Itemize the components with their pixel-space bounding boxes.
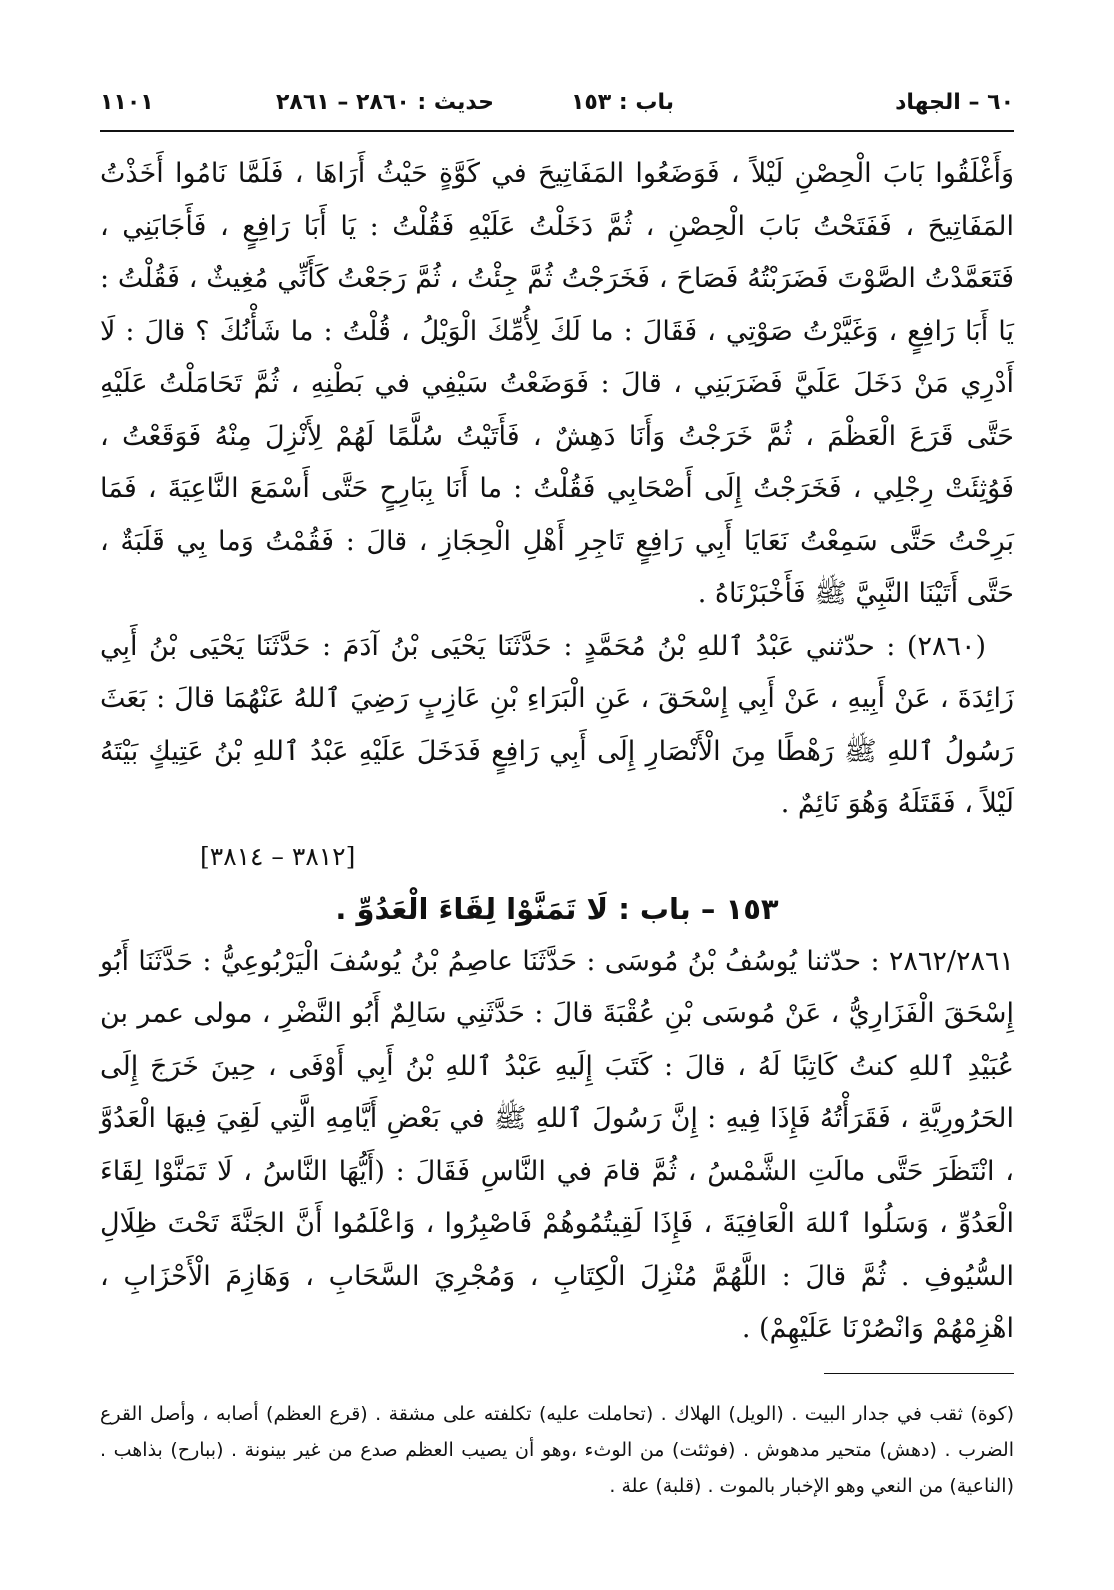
page-number: ١١٠١ xyxy=(100,90,154,115)
header-divider xyxy=(100,130,1014,132)
continuation-paragraph: وَأَغْلَقُوا بَابَ الْحِصْنِ لَيْلاً ، فَوَضَعُوا المَفَاتِيحَ في كَوَّةٍ حَيْثُ أَرَاهَا ، فَلَمَّا نَامُوا أَخَذْتُ المَفَاتِيحَ ، فَفَتَحْتُ بَابَ الْحِصْنِ ، ثُمَّ دَخَلْتُ عَلَيْهِ فَقُلْتُ : يَا أَبَا رَافِعٍ ، فَأَجَابَنِي ، فَتَعَمَّدْتُ الصَّوْتَ فَضَرَبْتُهُ فَصَاحَ ، فَخَرَجْتُ ثُمَّ جِئْتُ ، ثُمَّ رَجَعْتُ كَأَنِّي مُغِيثٌ ، فَقُلْتُ : يَا أَبَا رَافِعٍ ، وَغَيَّرْتُ صَوْتِي ، فَقَالَ : ما لَكَ لِأُمِّكَ الْوَيْلُ ، قُلْتُ : ما شَأْنُكَ ؟ قالَ : لَا أَدْرِي مَنْ دَخَلَ عَلَيَّ فَضَرَبَنِي ، قالَ : فَوَضَعْتُ سَيْفِي في بَطْنِهِ ، ثُمَّ تَحَامَلْتُ عَلَيْهِ حَتَّى قَرَعَ الْعَظْمَ ، ثُمَّ خَرَجْتُ وَأَنَا دَهِشٌ ، فَأَتَيْتُ سُلَّمًا لَهُمْ لِأَنْزِلَ مِنْهُ فَوَقَعْتُ ، فَوُثِئَتْ رِجْلِي ، فَخَرَجْتُ إِلَى أَصْحَابِي فَقُلْتُ : ما أَنَا بِبَارِحٍ حَتَّى أَسْمَعَ النَّاعِيَةَ ، فَمَا بَرِحْتُ حَتَّى سَمِعْتُ نَعَايَا أَبِي رَافِعٍ تَاجِرِ أَهْلِ الْحِجَازِ ، قالَ : فَقُمْتُ وَما بِي قَلَبَةٌ ، حَتَّى أَتَيْنَا النَّبِيَّ ﷺ فَأَخْبَرْنَاهُ . xyxy=(100,158,1014,609)
chapter-title: ٦٠ – الجهاد xyxy=(895,90,1014,115)
main-text xyxy=(100,148,1014,1356)
bab-number: باب : ١٥٣ xyxy=(570,90,674,115)
hadith-2861-paragraph: ٢٨٦٢/٢٨٦١ : حدّثنا يُوسُفُ بْنُ مُوسَى : حَدَّثَنَا عاصِمُ بْنُ يُوسُفَ الْيَرْبُوعِيُّ : حَدَّثَنَا أَبُو إِسْحَقَ الْفَزَارِيُّ ، عَنْ مُوسَى بْنِ عُقْبَةَ قالَ : حَدَّثَنِي سَالِمٌ أَبُو النَّضْرِ ، مولى عمر بن عُبَيْدِ ٱللهِ كنتُ كَاتِبًا لَهُ ، قالَ : كَتَبَ إِلَيهِ عَبْدُ ٱللهِ بْنُ أَبِي أَوْفَى ، حِينَ خَرَجَ إِلَى الحَرُورِيَّةِ ، فَقَرَأْتُهُ فَإِذَا فِيهِ : إِنَّ رَسُولَ ٱللهِ ﷺ في بَعْضِ أَيَّامِهِ الَّتِي لَقِيَ فِيهَا الْعَدُوَّ ، انْتَظَرَ حَتَّى مالَتِ الشَّمْسُ ، ثُمَّ قامَ في النَّاسِ فَقَالَ : (أَيُّهَا النَّاسُ ، لَا تَمَنَّوْا لِقَاءَ الْعَدُوِّ ، وَسَلُوا ٱللهَ الْعَافِيَةَ ، فَإِذَا لَقِيتُمُوهُمْ فَاصْبِرُوا ، وَاعْلَمُوا أَنَّ الجَنَّةَ تَحْتَ ظِلَالِ السُّيُوفِ . ثُمَّ قالَ : اللَّهُمَّ مُنْزِلَ الْكِتَابِ ، وَمُجْرِيَ السَّحَابِ ، وَهَازِمَ الْأَحْزَابِ ، اهْزِمْهُمْ وَانْصُرْنَا عَلَيْهِمْ) . xyxy=(100,945,1014,1344)
cross-reference: [٣٨١٢ – ٣٨١٤] xyxy=(200,841,356,871)
footnotes xyxy=(100,1396,1014,1504)
footnote-text: (كوة) ثقب في جدار البيت . (الويل) الهلاك . (تحاملت عليه) تكلفته على مشقة . (قرع العظم) أصابه ، وأصل القرع الضرب . (دهش) متحير مدهوش . (فوثئت) من الوثء ،وهو أن يصيب العظم صدع من غير بينونة . (ببارح) بذاهب . (الناعية) من النعي وهو الإخبار بالموت . (قلبة) علة . xyxy=(100,1403,1014,1497)
hadith-range: حديث : ٢٨٦٠ – ٢٨٦١ xyxy=(276,90,494,115)
hadith-2860-paragraph: (٢٨٦٠) : حدّثني عَبْدُ ٱللهِ بْنُ مُحَمَّدٍ : حَدَّثَنَا يَحْيَى بْنُ آدَمَ : حَدَّثَنَا يَحْيَى بْنُ أَبِي زَائِدَةَ ، عَنْ أَبِيهِ ، عَنْ أَبِي إِسْحَقَ ، عَنِ الْبَرَاءِ بْنِ عَازِبٍ رَضِيَ ٱللهُ عَنْهُمَا قالَ : بَعَثَ رَسُولُ ٱللهِ ﷺ رَهْطًا مِنَ الْأَنْصَارِ إِلَى أَبِي رَافِعٍ فَدَخَلَ عَلَيْهِ عَبْدُ ٱللهِ بْنُ عَتِيكٍ بَيْتَهُ لَيْلاً ، فَقَتَلَهُ وَهُوَ نَائِمٌ . xyxy=(100,630,1014,819)
bab-heading: ١٥٣ – باب : لَا تَمَنَّوْا لِقَاءَ الْعَدُوِّ . xyxy=(335,892,779,926)
footnote-divider xyxy=(824,1373,1014,1374)
running-header xyxy=(100,84,1014,124)
